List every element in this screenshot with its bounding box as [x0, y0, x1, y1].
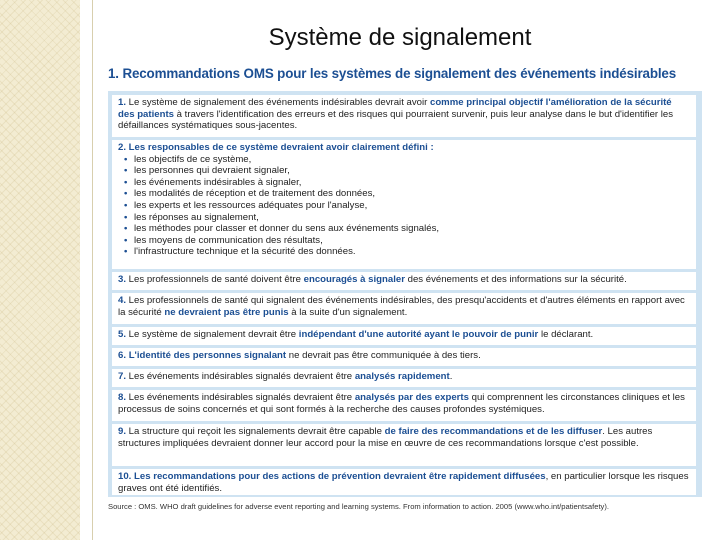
bullet-item: • les modalités de réception et de traitement des données,: [124, 188, 690, 200]
item-text: Les événements indésirables signalés devraient être: [126, 371, 355, 382]
bullet-item: • les méthodes pour classer et donner du sens aux événements signalés,: [124, 223, 690, 235]
bullet-item: • les événements indésirables à signaler,: [124, 177, 690, 189]
item-text: Les professionnels de santé doivent être: [126, 274, 304, 285]
recommendation-item-2: [112, 140, 696, 269]
item-number: 5.: [118, 329, 127, 340]
item-highlight: L'identité des personnes signalant: [128, 350, 287, 361]
recommendation-item-9: [112, 424, 696, 466]
recommendation-item-7: [112, 369, 696, 387]
source-citation: Source : OMS. WHO draft guidelines for adverse event reporting and learning systems. From information to action. 2005 (www.who.int/patientsafety).: [108, 502, 609, 511]
item-number: 10.: [118, 471, 132, 482]
item-highlight: ne devraient pas être punis: [164, 306, 289, 318]
item-text: , en particulier lorsque les risques graves ont été identifiés.: [118, 471, 689, 494]
item-number: 1.: [118, 97, 127, 108]
item-text: à travers l'identification des erreurs et des risques qui pourraient survenir, puis leur analyse dans le but d'identifier les défaillances systématiques sous-jacentes.: [118, 108, 674, 132]
item-number: 8.: [118, 392, 127, 403]
bullet-item: • l'infrastructure technique et la sécurité des données.: [124, 246, 690, 258]
decorative-left-band: [0, 0, 80, 540]
item-text: Le système de signalement devrait être: [126, 329, 299, 340]
item-text: La structure qui reçoit les signalements devrait être capable: [126, 426, 385, 437]
item-highlight: de faire des recommandations et de les diffuser: [384, 426, 603, 437]
recommendation-item-5: [112, 327, 696, 345]
document-heading: 1. Recommandations OMS pour les systèmes de signalement des événements indésirables: [108, 66, 677, 81]
bullet-list: [118, 154, 690, 258]
item-number: 3.: [118, 274, 127, 285]
item-highlight: analysés rapidement: [354, 371, 450, 382]
bullet-item: • les experts et les ressources adéquates pour l'analyse,: [124, 200, 690, 212]
item-number: 7.: [118, 371, 127, 382]
item-text: Les professionnels de santé qui signalent des événements indésirables, des presqu'accidents et d'autres éléments en rapport avec la sécurité: [118, 295, 685, 318]
item-number: 9.: [118, 426, 127, 437]
item-text: Les événements indésirables signalés devraient être: [126, 392, 355, 403]
recommendation-item-6: [112, 348, 696, 366]
item-highlight: comme principal objectif l'amélioration de la sécurité des patients: [118, 97, 672, 120]
item-highlight: indépendant d'une autorité ayant le pouvoir de punir: [298, 329, 539, 340]
bullet-item: • les moyens de communication des résultats,: [124, 235, 690, 247]
item-text: le déclarant.: [538, 329, 594, 340]
bullet-item: • les réponses au signalement,: [124, 212, 690, 224]
item-text: ne devrait pas être communiquée à des tiers.: [286, 350, 481, 361]
item-text: qui comprennent les circonstances cliniques et les processus de soins concernés et qui sont formés à la recherche des causes profondes systémiques.: [118, 392, 685, 415]
item-number: 6.: [118, 350, 127, 361]
left-divider: [92, 0, 93, 540]
item-highlight: Les responsables de ce système devraient avoir clairement défini :: [126, 142, 434, 153]
item-text: des événements et des informations sur la sécurité.: [404, 274, 627, 285]
item-number: 4.: [118, 295, 127, 306]
item-highlight: encouragés à signaler: [303, 274, 405, 285]
recommendation-item-1: [112, 95, 696, 137]
slide-title: Système de signalement: [268, 24, 532, 51]
recommendations-panel: [108, 91, 702, 497]
item-text: .: [449, 371, 453, 382]
item-text: . Les autres structures impliquées devraient donner leur accord pour la mise en œuvre de ces recommandations lorsque c'est possible.: [118, 426, 653, 449]
recommendation-item-3: [112, 272, 696, 290]
item-highlight: Les recommandations pour des actions de prévention devraient être rapidement diffusées: [134, 471, 546, 482]
recommendation-item-4: [112, 293, 696, 324]
item-highlight: analysés par des experts: [354, 392, 469, 403]
bullet-item: • les personnes qui devraient signaler,: [124, 165, 690, 177]
bullet-item: • les objectifs de ce système,: [124, 154, 690, 166]
item-number: 2.: [118, 142, 127, 153]
item-text: à la suite d'un signalement.: [288, 306, 408, 318]
item-text: Le système de signalement des événements indésirables devrait avoir: [126, 97, 430, 108]
recommendation-item-10: [112, 469, 696, 495]
recommendation-item-8: [112, 390, 696, 421]
